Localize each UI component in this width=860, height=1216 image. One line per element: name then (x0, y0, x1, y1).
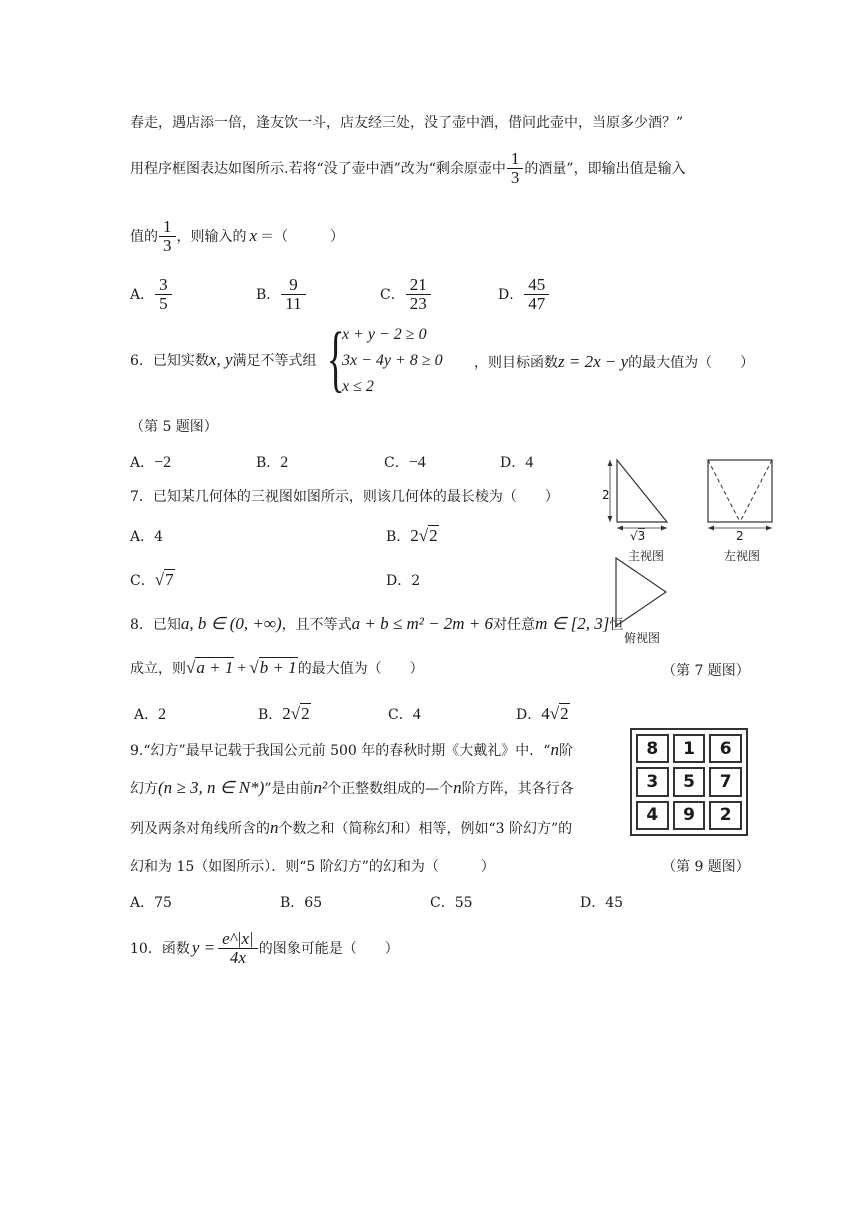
q8-option-d: D．4√2 (516, 704, 569, 723)
q6-ineq-2: 3x − 4y + 8 ≥ 0 (342, 352, 443, 369)
p5-line2-b: 的酒量”，即输出值是输入 (524, 161, 686, 178)
p5-line2 (130, 150, 686, 187)
magic-square-figure (630, 728, 748, 836)
q9-line2: 幻方(n ≥ 3, n ∈ N*)”是由前n²个正整数组成的—个n阶方阵，其各行各 (130, 778, 574, 797)
q6-stem-b: ，则目标函数z = 2x − y的最大值为（ ） (474, 352, 755, 371)
magic-cell: 2 (709, 801, 742, 830)
q7-option-d: D．2 (386, 573, 421, 589)
p5-line1: 春走，遇店添一倍，逢友饮一斗，店友经三处，没了壶中酒，借问此壶中，当原多少酒？” (130, 115, 684, 131)
p5-figure-caption: （第 5 题图） (130, 419, 218, 435)
q10-fraction: $\frac{e\^{}|x|}{4x}$ (220, 930, 256, 967)
magic-cell: 7 (709, 767, 742, 796)
q8-option-c: C．4 (388, 706, 421, 723)
q9-line1: 9.“幻方”最早记载于我国公元前 500 年的春秋时期《大戴礼》中．“n阶 (130, 740, 573, 759)
magic-cell: 6 (709, 734, 742, 763)
q6-ineq-3: x ≤ 2 (342, 378, 374, 395)
q6-brace: { (326, 318, 345, 400)
q8-line1: 8．已知a, b ∈ (0, +∞)，且不等式a + b ≤ m² − 2m + 6对任意m ∈ [2, 3]恒 (130, 614, 624, 633)
top-view-shape (616, 558, 666, 626)
magic-cell: 1 (673, 734, 706, 763)
q8-option-b: B．2√2 (258, 704, 310, 723)
q7-side-view-label: 左视图 (724, 549, 761, 563)
q7-option-b: B．2√2 (386, 526, 438, 545)
q6-stem-a: 6．已知实数x, y满足不等式组 (130, 350, 317, 369)
p5-line3: 值的 $\frac{1}{3}$ ，则输入的 x ＝（ ） (130, 217, 345, 255)
magic-cell: 4 (636, 801, 669, 830)
p5-option-a: A． $\frac{3}{5}$ (130, 276, 173, 313)
q7-front-view-label: 主视图 (628, 549, 665, 563)
magic-cell: 8 (636, 734, 669, 763)
magic-cell: 3 (636, 767, 669, 796)
side-view-shape (708, 460, 772, 522)
q10-stem: 10．函数 y = $\frac{e\^{}|x|}{4x}$ 的图象可能是（ ） (130, 929, 399, 967)
q7-stem: 7．已知某几何体的三视图如图所示，则该几何体的最长棱为（ ） (130, 489, 559, 505)
p5-fraction-2: $\frac{1}{3}$ (161, 218, 174, 255)
q6-ineq-1: x + y − 2 ≥ 0 (342, 326, 427, 343)
q7-height-label: 2 (602, 488, 610, 502)
p5-option-c: C． $\frac{21}{23}$ (380, 276, 432, 313)
q6-option-d: D．4 (500, 454, 534, 471)
p5-line2-a: 用程序框图表达如图所示.若将“没了壶中酒”改为“剩余原壶中 (130, 161, 506, 178)
q9-option-a: A．75 (130, 895, 172, 911)
q8-option-a: A．2 (134, 706, 167, 723)
q9-line4: 幻和为 15（如图所示）．则“5 阶幻方”的幻和为（ ） (130, 859, 495, 875)
front-view-shape (617, 460, 667, 522)
q7-side-width-label: 2 (736, 529, 744, 543)
magic-cell: 9 (673, 801, 706, 830)
q7-option-c: C．√7 (130, 570, 174, 589)
q9-option-c: C．55 (430, 895, 473, 911)
q7-figure-caption: （第 7 题图） (662, 663, 750, 679)
q8-line2: 成立，则√a + 1 + √b + 1的最大值为（ ） (130, 658, 424, 677)
q7-option-a: A．4 (130, 529, 164, 545)
q7-top-view-label: 俯视图 (624, 631, 661, 645)
q6-option-a: A．−2 (130, 454, 172, 471)
p5-option-b: B． $\frac{9}{11}$ (256, 276, 307, 313)
q6-option-c: C．−4 (384, 454, 426, 471)
p5-fraction: $\frac{1}{3}$ (509, 150, 522, 187)
q7-front-width-label: √3 (630, 529, 646, 543)
q9-line3: 列及两条对角线所含的n个数之和（简称幻和）相等，例如“3 阶幻方”的 (130, 818, 573, 837)
q9-option-d: D．45 (580, 895, 624, 911)
q6-option-b: B．2 (256, 454, 289, 471)
q9-option-b: B．65 (280, 895, 323, 911)
q9-figure-caption: （第 9 题图） (662, 859, 750, 875)
magic-cell: 5 (673, 767, 706, 796)
p5-option-d: D． $\frac{45}{47}$ (498, 276, 550, 313)
